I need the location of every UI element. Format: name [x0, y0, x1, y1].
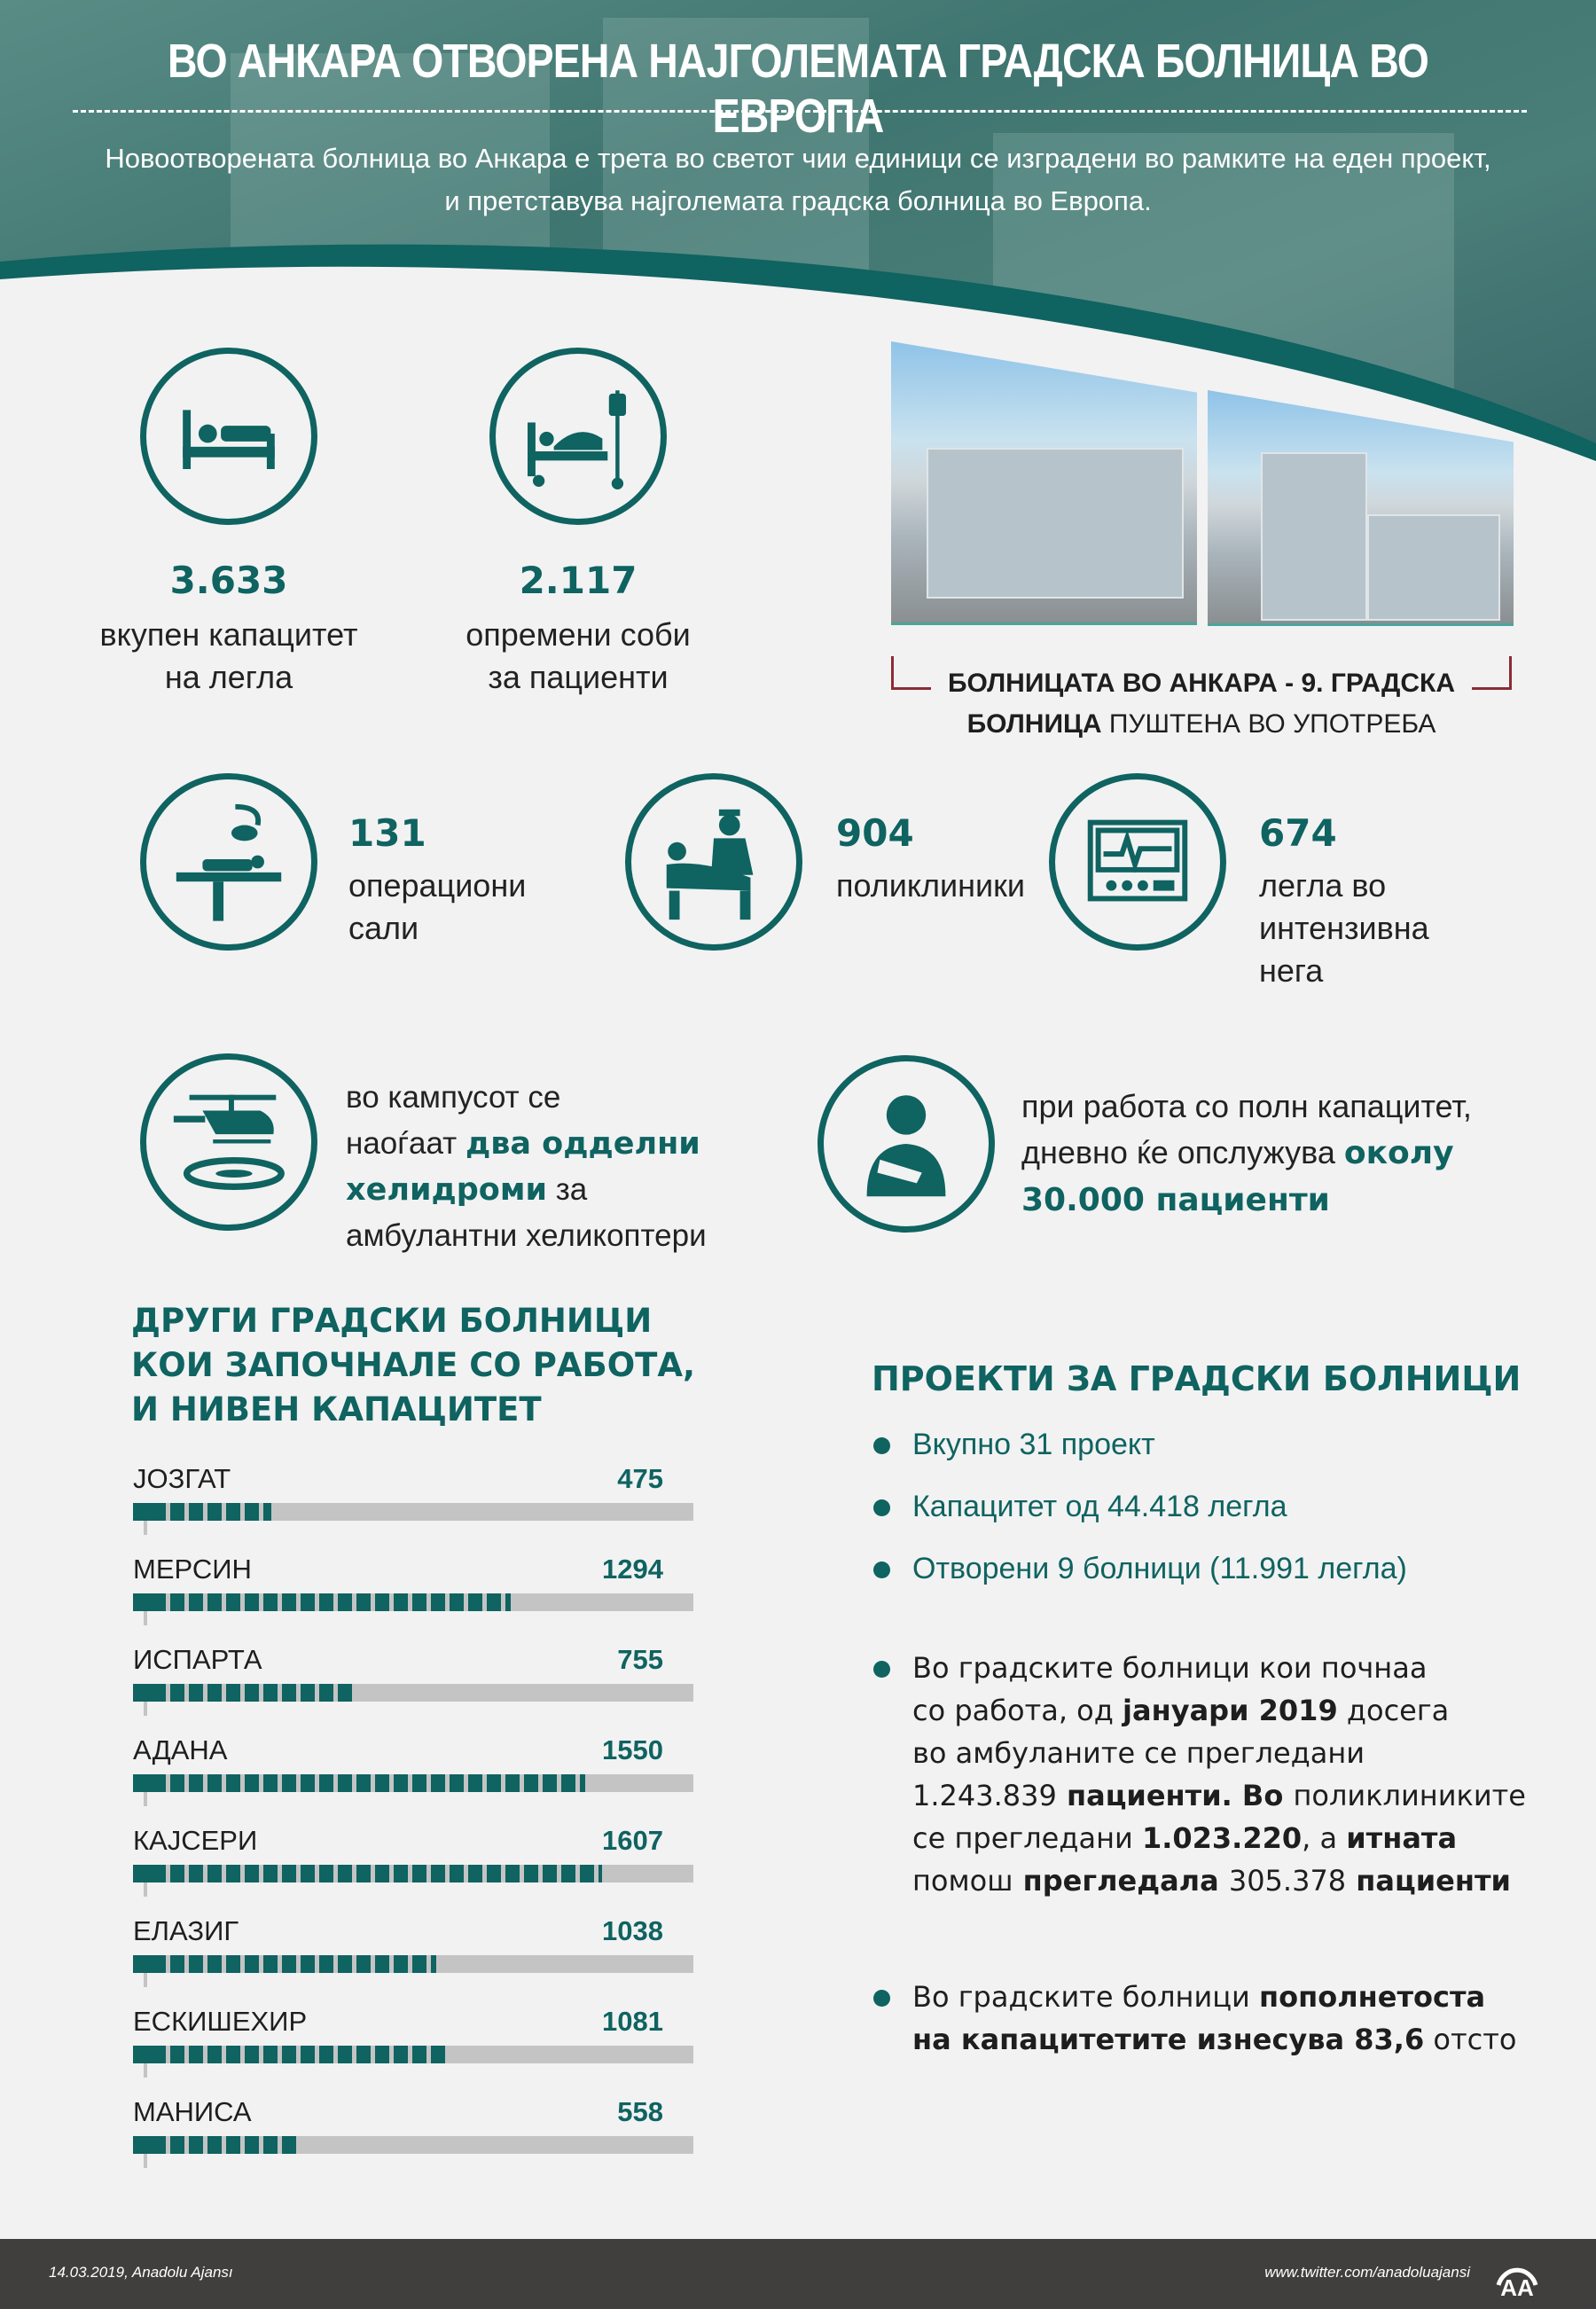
bar-track [133, 2046, 693, 2063]
stat-label: поликлиники [836, 867, 1025, 904]
bar [133, 1774, 585, 1792]
bar-track [133, 1955, 693, 1973]
stat-label: операциони сали [348, 867, 527, 946]
heliports-text: во кампусот се наоѓаат два одделни хелидроми за амбулантни хеликоптери [346, 1080, 707, 1253]
footer [0, 2239, 1596, 2309]
doctor-patient-icon [625, 773, 802, 951]
bar-value: 558 [617, 2096, 663, 2127]
stat-value: 3.633 [169, 559, 288, 602]
bar-value: 1550 [602, 1734, 663, 1765]
bar-track [133, 1865, 693, 1882]
bar [133, 1865, 602, 1882]
bar-tick [144, 1973, 147, 1987]
bar-value: 1081 [602, 2006, 663, 2037]
paragraph-text: јануари 2019 [1123, 1694, 1338, 1727]
paragraph-text: 305.378 [1228, 1864, 1347, 1898]
stat-label: опремени соби за пациенти [466, 616, 691, 695]
bar-label: ЈОЗГАТ [133, 1463, 231, 1494]
bar-label: МЕРСИН [133, 1554, 252, 1585]
subtitle [0, 137, 1596, 223]
bar-tick [144, 1611, 147, 1625]
stat-value: 131 [348, 811, 426, 855]
bar-label: МАНИСА [133, 2096, 252, 2127]
bar [133, 1593, 511, 1611]
bar [133, 2046, 449, 2063]
bar-tick [144, 1792, 147, 1806]
stat-value: 904 [836, 811, 914, 855]
ecg-monitor-icon [1049, 773, 1226, 951]
patient-room-icon [489, 348, 667, 525]
paragraph-text: се прегледани [912, 1821, 1142, 1855]
operating-room-icon [140, 773, 317, 951]
bar-track [133, 1593, 693, 1611]
divider [73, 110, 1527, 113]
paragraph-text: 1.023.220 [1141, 1821, 1303, 1855]
bar-track [133, 1503, 693, 1521]
stat-value: 2.117 [519, 559, 638, 602]
bar [133, 1955, 436, 1973]
capacity-text: при работа со полн капацитет, дневно ќе опслужува околу 30.000 пациенти [1021, 1088, 1472, 1218]
bar-label: ЕЛАЗИГ [133, 1915, 239, 1946]
paragraph-text: пациенти [1346, 1864, 1511, 1898]
paragraph-text: итната [1346, 1821, 1458, 1855]
photo-caption: БОЛНИЦАТА ВО АНКАРА - 9. ГРАДСКА БОЛНИЦА ПУШТЕНА ВО УПОТРЕБА [947, 669, 1456, 739]
footer-credit: 14.03.2019, Anadolu Ajansı [49, 2264, 233, 2281]
paragraph-text: 1.243.839 [912, 1779, 1057, 1812]
bar-value: 1294 [602, 1554, 663, 1585]
paragraph-text: во амбуланите се прегледани [912, 1736, 1365, 1770]
bar-value: 1607 [602, 1825, 663, 1856]
paragraph-text: пополнетоста [1259, 1980, 1486, 2014]
footer-twitter-link[interactable]: www.twitter.com/anadoluajansi [1264, 2264, 1470, 2281]
bar-label: КАЈСЕРИ [133, 1825, 258, 1856]
subtitle-line: и претставува најголемата градска болница во Европа. [444, 185, 1152, 216]
bar-value: 755 [617, 1644, 663, 1675]
bar-label: АДАНА [133, 1734, 228, 1765]
bar-tick [144, 1521, 147, 1535]
bar-track [133, 1774, 693, 1792]
bar-label: ЕСКИШЕХИР [133, 2006, 308, 2037]
aa-logo-icon [1493, 2250, 1541, 2299]
bar-tick [144, 2154, 147, 2168]
paragraph-text: пациенти. Во [1056, 1779, 1294, 1812]
bar-track [133, 2136, 693, 2154]
subtitle-line: Новоотворената болница во Анкара е трета во светот чии единици се изградени во рамките на еден проект, [105, 143, 1491, 174]
bar-value: 1038 [602, 1915, 663, 1946]
bar [133, 1684, 354, 1702]
paragraph-text: досега [1337, 1694, 1450, 1727]
paragraph-text: помош [912, 1864, 1013, 1898]
paragraph-text: со работа, од [912, 1694, 1123, 1727]
paragraph-text: поликлиниките [1293, 1779, 1526, 1812]
page-title: ВО АНКАРА ОТВОРЕНА НАЈГОЛЕМАТА ГРАДСКА БОЛНИЦА ВО ЕВРОПА [167, 35, 1429, 143]
paragraph-text: прегледала [1013, 1864, 1229, 1898]
bar [133, 1503, 271, 1521]
helicopter-icon [140, 1053, 317, 1231]
stat-value: 674 [1259, 811, 1337, 855]
paragraph-text: , а [1302, 1821, 1347, 1855]
chart-title: ДРУГИ ГРАДСКИ БОЛНИЦИ КОИ ЗАПОЧНАЛЕ СО РАБОТА, И НИВЕН КАПАЦИТЕТ [131, 1302, 696, 1428]
projects-title: ПРОЕКТИ ЗА ГРАДСКИ БОЛНИЦИ [872, 1359, 1522, 1398]
bar [133, 2136, 296, 2154]
patient-icon [818, 1055, 995, 1233]
stat-label: легла во интензивна нега [1259, 867, 1429, 989]
paragraph-text: Во градските болници кои почнаа [912, 1651, 1428, 1685]
paragraph-text: на капацитетите изнесува 83,6 [912, 2023, 1425, 2056]
bar-tick [144, 2063, 147, 2078]
bar-track [133, 1684, 693, 1702]
svg-text:AA: AA [1500, 2274, 1534, 2299]
bar-tick [144, 1702, 147, 1716]
bar-value: 475 [617, 1463, 663, 1494]
paragraph-text: отсто [1424, 2023, 1517, 2056]
paragraph-text: Во градските болници [912, 1980, 1260, 2014]
stat-label: вкупен капацитет на легла [99, 616, 358, 695]
bar-label: ИСПАРТА [133, 1644, 262, 1675]
hospital-bed-icon [140, 348, 317, 525]
bar-tick [144, 1882, 147, 1897]
